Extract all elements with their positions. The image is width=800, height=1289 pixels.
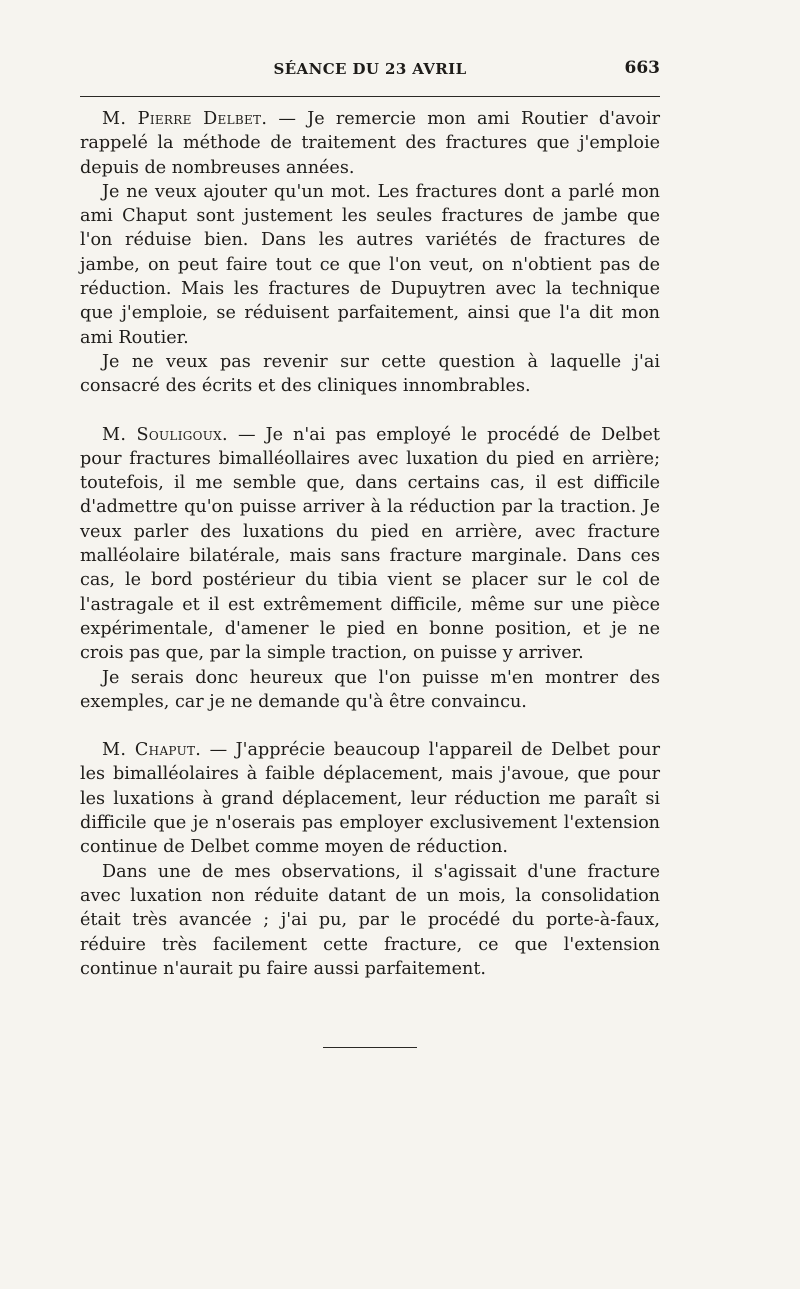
speech-delbet — [80, 107, 660, 399]
section-end-rule — [323, 1047, 417, 1048]
speaker-name: M. Souligoux. — [102, 424, 228, 445]
document-page — [80, 50, 660, 1048]
running-header — [80, 50, 660, 86]
speaker-name: M. Pierre Delbet. — [102, 109, 268, 129]
speech-souligoux — [80, 423, 660, 715]
paragraph: Dans une de mes observations, il s'agissait d'une fracture avec luxation non réduite datant de un mois, la consolidation était très avancée ; j'ai pu, par le procédé du porte-à-faux, réduire très facilement cette fracture, ce que l'extension continue n'aurait pu faire aussi parfaitement. — [80, 861, 660, 979]
paragraph-text: — Je remercie mon ami Routier d'avoir rappelé la méthode de traitement des fractures que j'emploie depuis de nombreuses années. — [80, 109, 660, 178]
paragraph-text: — J'apprécie beaucoup l'appareil de Delbet pour les bimalléolaires à faible déplacement, mais j'avoue, que pour les luxations à grand déplacement, leur réduction me paraît si difficile que je n'oserais pas employer exclusivement l'extension continue de Delbet comme moyen de réduction. — [80, 740, 660, 858]
paragraph — [80, 423, 660, 666]
paragraph: Je ne veux pas revenir sur cette question à laquelle j'ai consacré des écrits et des cliniques innombrables. — [80, 351, 660, 397]
paragraph-text: — Je n'ai pas employé le procédé de Delbet pour fractures bimalléollaires avec luxation du pied en arrière; toutefois, il me semble que, dans certains cas, il est difficile d'admettre qu'on puisse arriver à la réduction par la traction. Je veux parler des luxations du pied en arrière, avec fracture malléolaire bilatérale, mais sans fracture marginale. Dans ces cas, le bord postérieur du tibia vient se placer sur le col de l'astragale et il est extrêmement difficile, même sur une pièce expérimentale, d'amener le pied en bonne position, et je ne crois pas que, par la simple traction, on puisse y arriver. — [80, 424, 660, 664]
paragraph — [80, 107, 660, 180]
paragraph: Je serais donc heureux que l'on puisse m'en montrer des exemples, car je ne demande qu'à être convaincu. — [80, 667, 660, 712]
paragraph: Je ne veux ajouter qu'un mot. Les fractures dont a parlé mon ami Chaput sont justement les seules fractures de jambe que l'on réduise bien. Dans les autres variétés de fractures de jambe, on peut faire tout ce que l'on veut, on n'obtient pas de réduction. Mais les fractures de Dupuytren avec la technique que j'emploie, se réduisent parfaitement, ainsi que l'a dit mon ami Routier. — [80, 181, 660, 348]
page-number: 663 — [624, 58, 660, 78]
speech-chaput — [80, 738, 660, 981]
speaker-name: M. Chaput. — [102, 740, 202, 761]
running-title: SÉANCE DU 23 AVRIL — [273, 60, 467, 78]
header-rule — [80, 96, 660, 97]
paragraph — [80, 738, 660, 859]
